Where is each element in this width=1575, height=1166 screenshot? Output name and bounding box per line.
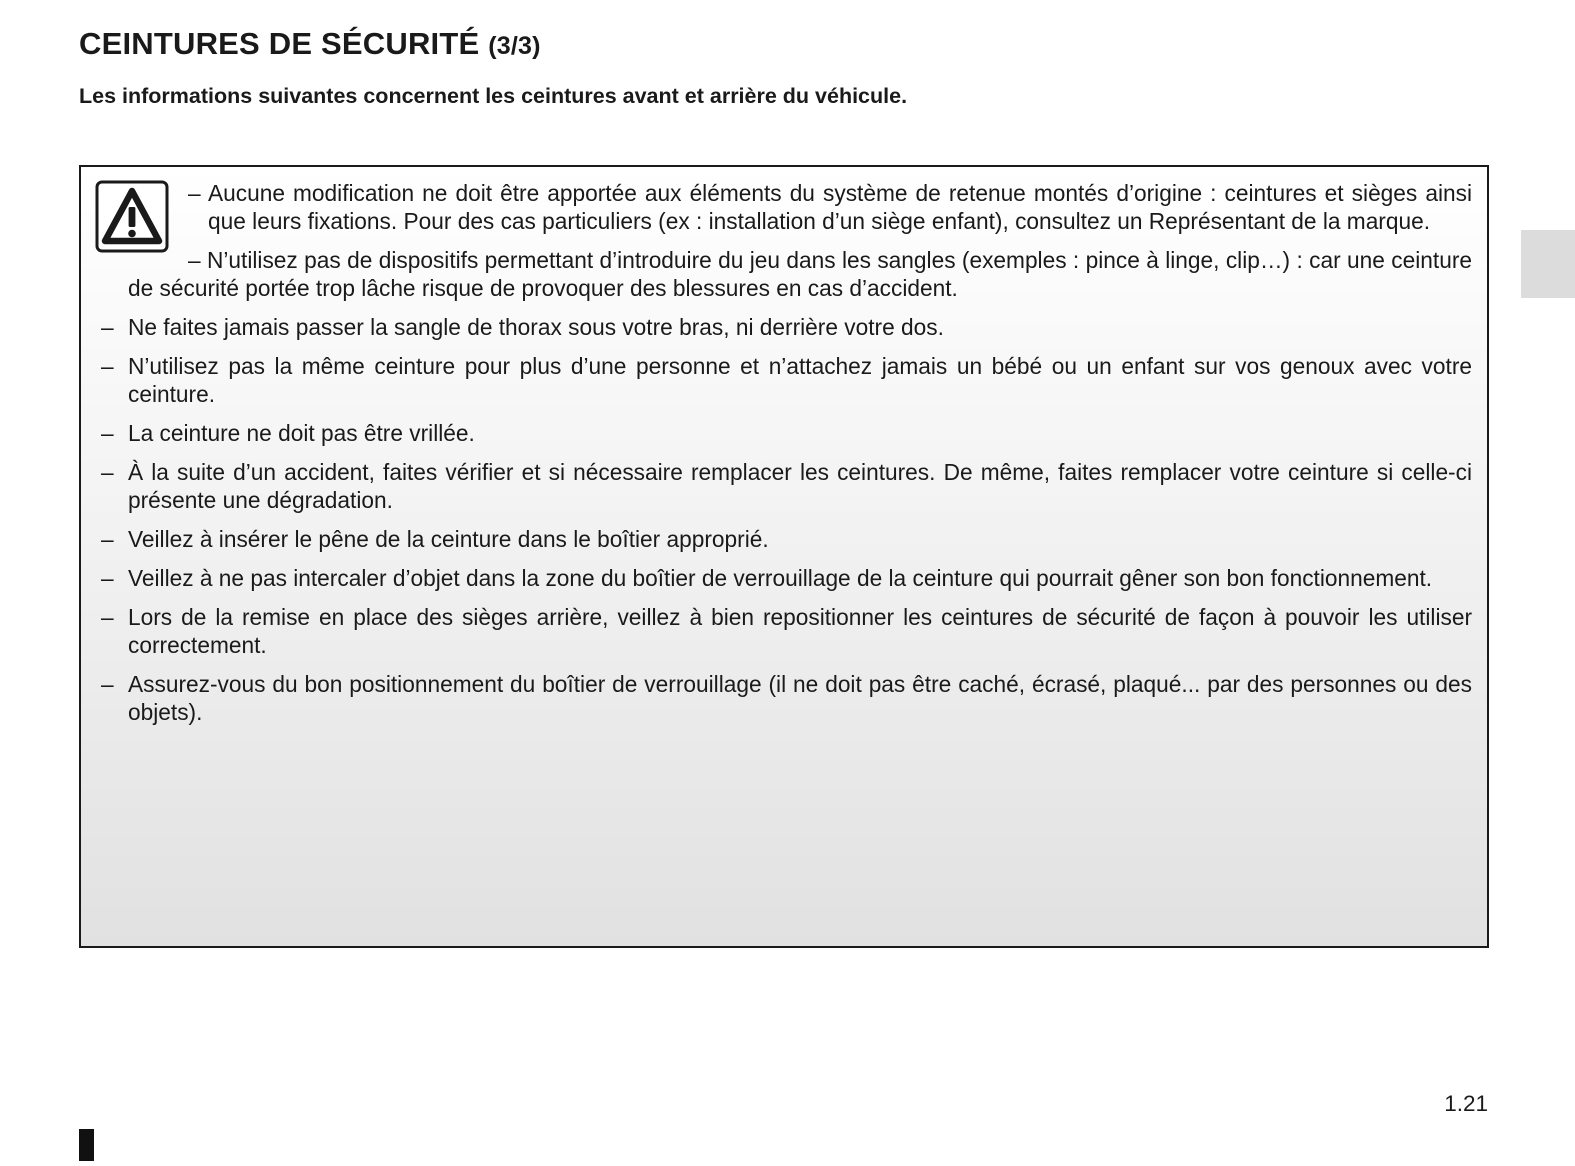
list-dash: –	[101, 604, 114, 630]
list-item	[101, 525, 1472, 553]
list-item-text: La ceinture ne doit pas être vrillée.	[128, 420, 475, 446]
corner-mark	[79, 1129, 94, 1161]
list-item-text: Veillez à insérer le pêne de la ceinture dans le boîtier approprié.	[128, 526, 769, 552]
list-item	[101, 313, 1472, 341]
page-title-text: CEINTURES DE SÉCURITÉ	[79, 26, 480, 61]
list-item-text: Assurez-vous du bon positionnement du boîtier de verrouillage (il ne doit pas être caché, écrasé, plaqué... par des personnes ou des objets).	[128, 671, 1472, 725]
list-dash: –	[101, 353, 114, 379]
list-item-text: Ne faites jamais passer la sangle de thorax sous votre bras, ni derrière votre dos.	[128, 314, 944, 340]
page-number: 1.21	[1444, 1091, 1488, 1116]
list-dash: –	[101, 420, 114, 446]
list-item-text: N’utilisez pas la même ceinture pour plus d’une personne et n’attachez jamais un bébé ou un enfant sur vos genoux avec votre ceinture.	[128, 353, 1472, 407]
list-dash: –	[188, 180, 201, 206]
page-title-suffix: (3/3)	[488, 32, 541, 60]
list-item-text: À la suite d’un accident, faites vérifier et si nécessaire remplacer les ceintures. De même, faites remplacer votre ceinture si celle-ci présente une dégradation.	[128, 459, 1472, 513]
list-item	[101, 603, 1472, 659]
warning-item-text: Aucune modification ne doit être apportée aux éléments du système de retenue montés d’origine : ceintures et sièges ainsi que leurs fixations. Pour des cas particuliers (ex : installation d’un siège enfant), consultez un Représentant de la marque.	[208, 180, 1472, 234]
list-item	[101, 670, 1472, 726]
list-dash: –	[101, 526, 114, 552]
list-item	[101, 564, 1472, 592]
list-dash: –	[101, 671, 114, 697]
list-item-text: Veillez à ne pas intercaler d’objet dans la zone du boîtier de verrouillage de la ceinture qui pourrait gêner son bon fonctionnement.	[128, 565, 1433, 591]
page-title	[79, 24, 541, 66]
warning-item-devices: – N’utilisez pas de dispositifs permettant d’introduire du jeu dans les sangles (exemples : pince à linge, clip…) : car une ceinture de sécurité portée trop lâche risque de provoquer des blessures en cas d’accident.	[128, 247, 1472, 301]
list-item	[101, 458, 1472, 514]
list-item	[101, 419, 1472, 447]
warning-text	[101, 179, 1472, 737]
warning-box	[79, 165, 1489, 948]
list-item	[101, 352, 1472, 408]
list-dash: –	[101, 459, 114, 485]
warning-item-modification	[128, 179, 1472, 235]
intro-text: Les informations suivantes concernent les ceintures avant et arrière du véhicule.	[79, 84, 908, 108]
list-dash: –	[101, 314, 114, 340]
list-dash: –	[101, 565, 114, 591]
warning-list	[101, 313, 1472, 726]
section-side-tab	[1521, 230, 1575, 298]
list-item-text: Lors de la remise en place des sièges arrière, veillez à bien repositionner les ceintures de sécurité de façon à pouvoir les utiliser correctement.	[128, 604, 1472, 658]
